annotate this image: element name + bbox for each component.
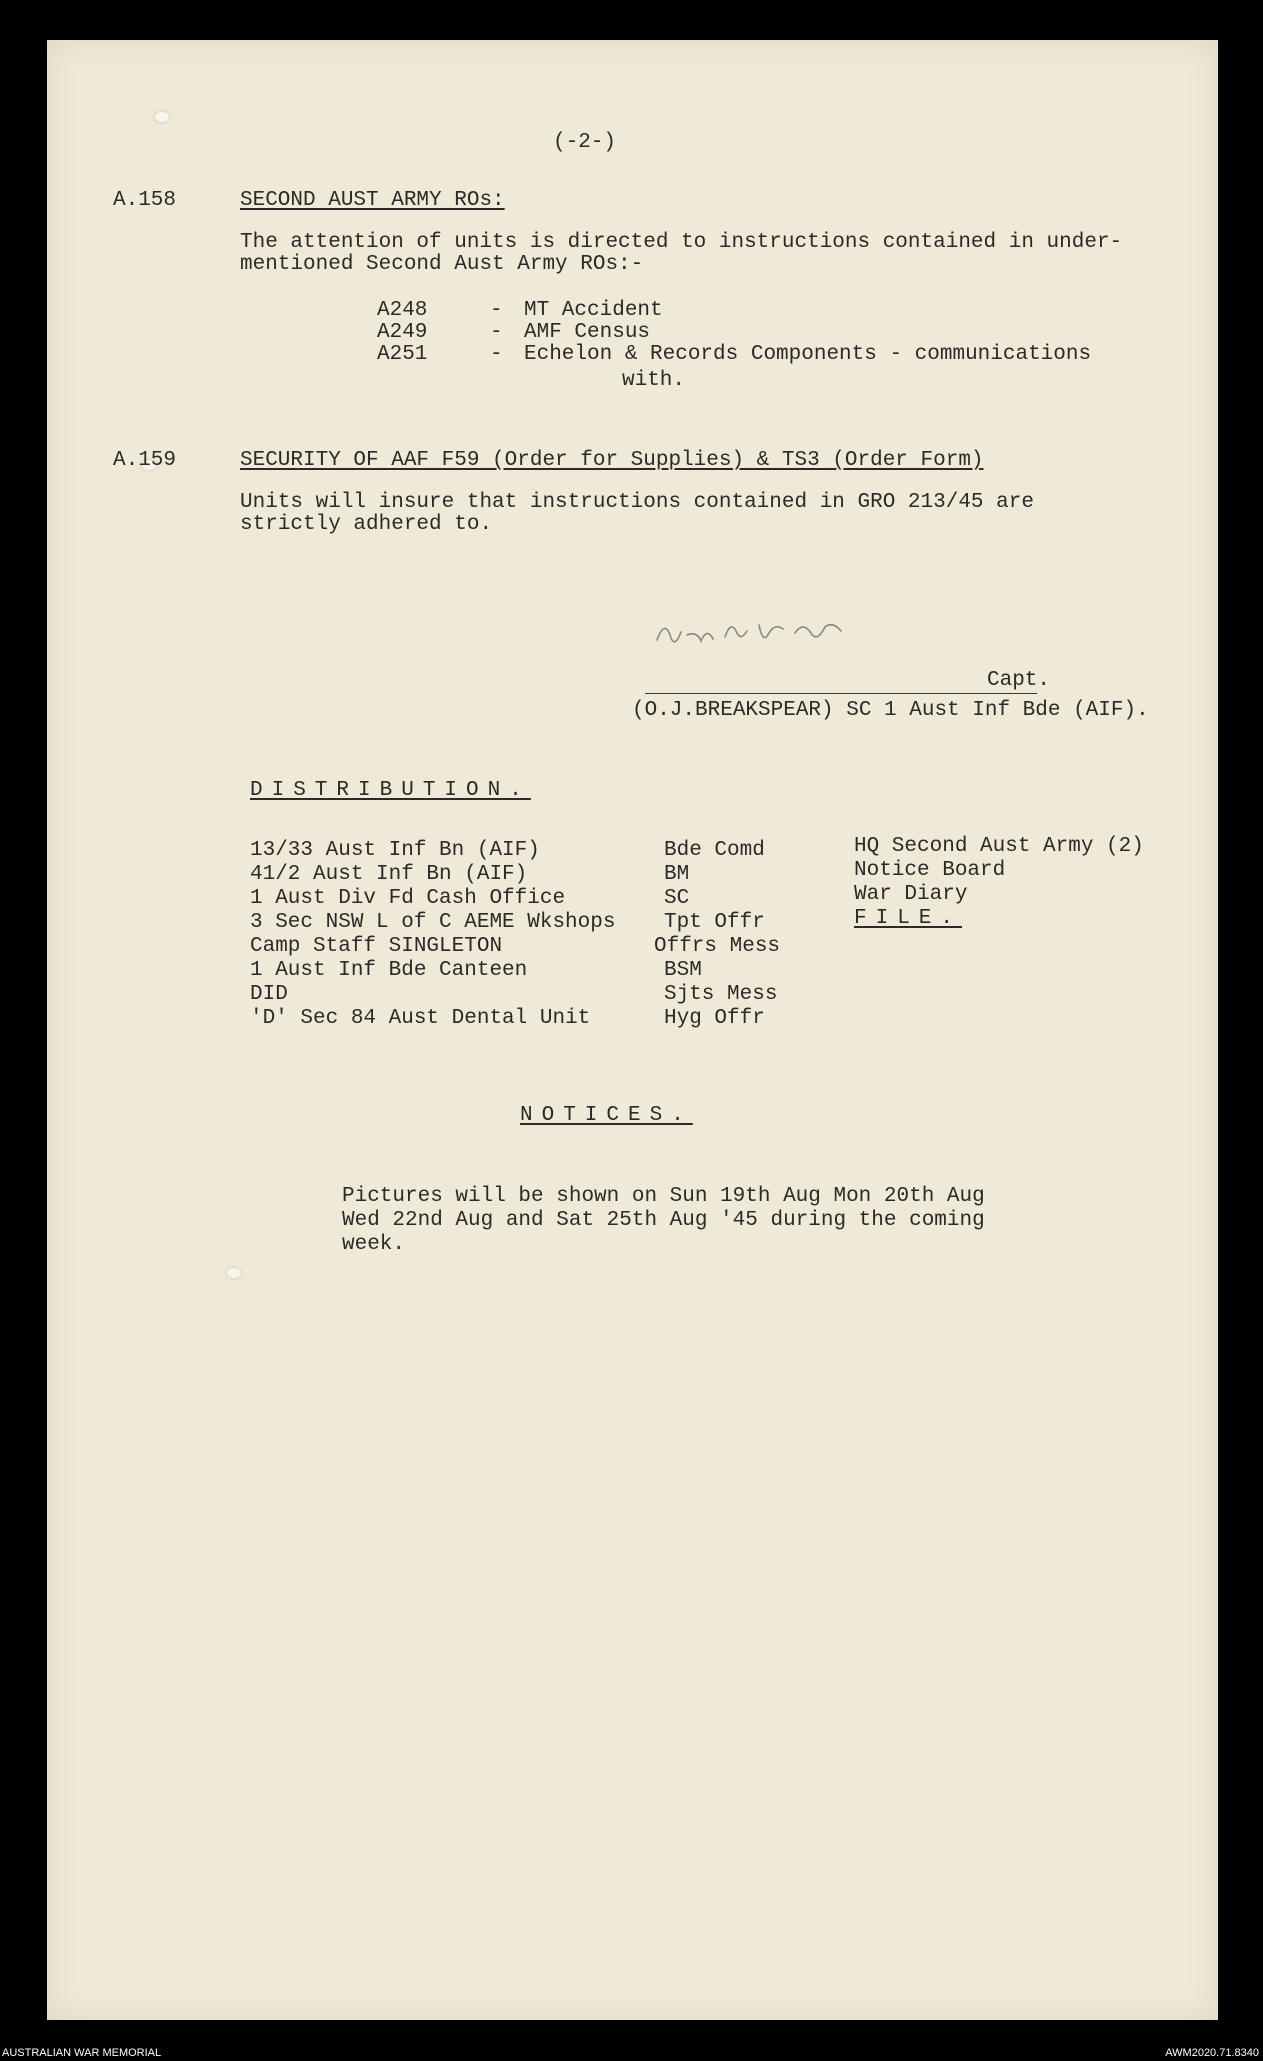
handwritten-signature <box>647 595 927 665</box>
ro-dash: - <box>490 321 503 344</box>
ro-title: MT Accident <box>524 299 663 322</box>
distribution-entry: BM <box>664 863 690 886</box>
distribution-entry: War Diary <box>854 883 968 906</box>
distribution-entry: Camp Staff SINGLETON <box>250 935 503 958</box>
distribution-entry: Bde Comd <box>664 839 765 862</box>
notices-heading: NOTICES. <box>520 1104 693 1127</box>
notice-line1: Pictures will be shown on Sun 19th Aug Mon 20th Aug <box>342 1185 985 1208</box>
a159-line2: strictly adhered to. <box>240 513 493 536</box>
distribution-entry: 1 Aust Inf Bde Canteen <box>250 959 528 982</box>
ro-dash: - <box>490 343 503 366</box>
footer-credit: AUSTRALIAN WAR MEMORIAL <box>2 2047 162 2059</box>
ro-title: AMF Census <box>524 321 651 344</box>
paper-blemish <box>227 1268 241 1278</box>
section-code-a158: A.158 <box>113 189 177 212</box>
distribution-heading: DISTRIBUTION. <box>250 779 531 802</box>
notice-line2: Wed 22nd Aug and Sat 25th Aug '45 during the coming <box>342 1209 985 1232</box>
document-page <box>47 40 1218 2020</box>
signatory-name: (O.J.BREAKSPEAR) SC 1 Aust Inf Bde (AIF). <box>632 699 1149 722</box>
distribution-entry: 3 Sec NSW L of C AEME Wkshops <box>250 911 616 934</box>
distribution-entry: Notice Board <box>854 859 1006 882</box>
footer-accession-number: AWM2020.71.8340 <box>1165 2047 1259 2059</box>
ro-code: A249 <box>377 321 428 344</box>
a158-intro-line1: The attention of units is directed to instructions contained in under- <box>240 231 1123 254</box>
distribution-entry: 41/2 Aust Inf Bn (AIF) <box>250 863 528 886</box>
section-heading-a158: SECOND AUST ARMY ROs: <box>240 189 505 212</box>
ro-code: A248 <box>377 299 428 322</box>
ro-code: A251 <box>377 343 428 366</box>
distribution-entry-file: FILE. <box>854 907 963 930</box>
ro-title-continuation: with. <box>622 369 686 392</box>
ro-title: Echelon & Records Components - communications <box>524 343 1092 366</box>
distribution-entry: SC <box>664 887 690 910</box>
a159-line1: Units will insure that instructions contained in GRO 213/45 are <box>240 491 1034 514</box>
section-heading-a159: SECURITY OF AAF F59 (Order for Supplies) & TS3 (Order Form) <box>240 449 984 472</box>
signatory-rank: Capt. <box>987 669 1051 692</box>
distribution-entry: BSM <box>664 959 702 982</box>
ro-dash: - <box>490 299 503 322</box>
distribution-entry: 1 Aust Div Fd Cash Office <box>250 887 566 910</box>
signature-line <box>645 693 1037 694</box>
distribution-entry: HQ Second Aust Army (2) <box>854 835 1144 858</box>
distribution-entry: Hyg Offr <box>664 1007 765 1030</box>
distribution-entry: Sjts Mess <box>664 983 778 1006</box>
section-code-a159: A.159 <box>113 449 177 472</box>
notice-line3: week. <box>342 1233 406 1256</box>
a158-intro-line2: mentioned Second Aust Army ROs:- <box>240 253 644 276</box>
distribution-entry: DID <box>250 983 288 1006</box>
distribution-entry: Offrs Mess <box>654 935 781 958</box>
distribution-entry: 'D' Sec 84 Aust Dental Unit <box>250 1007 591 1030</box>
distribution-entry: Tpt Offr <box>664 911 765 934</box>
paper-blemish <box>155 112 169 122</box>
distribution-entry: 13/33 Aust Inf Bn (AIF) <box>250 839 540 862</box>
page-number: (-2-) <box>553 131 617 154</box>
